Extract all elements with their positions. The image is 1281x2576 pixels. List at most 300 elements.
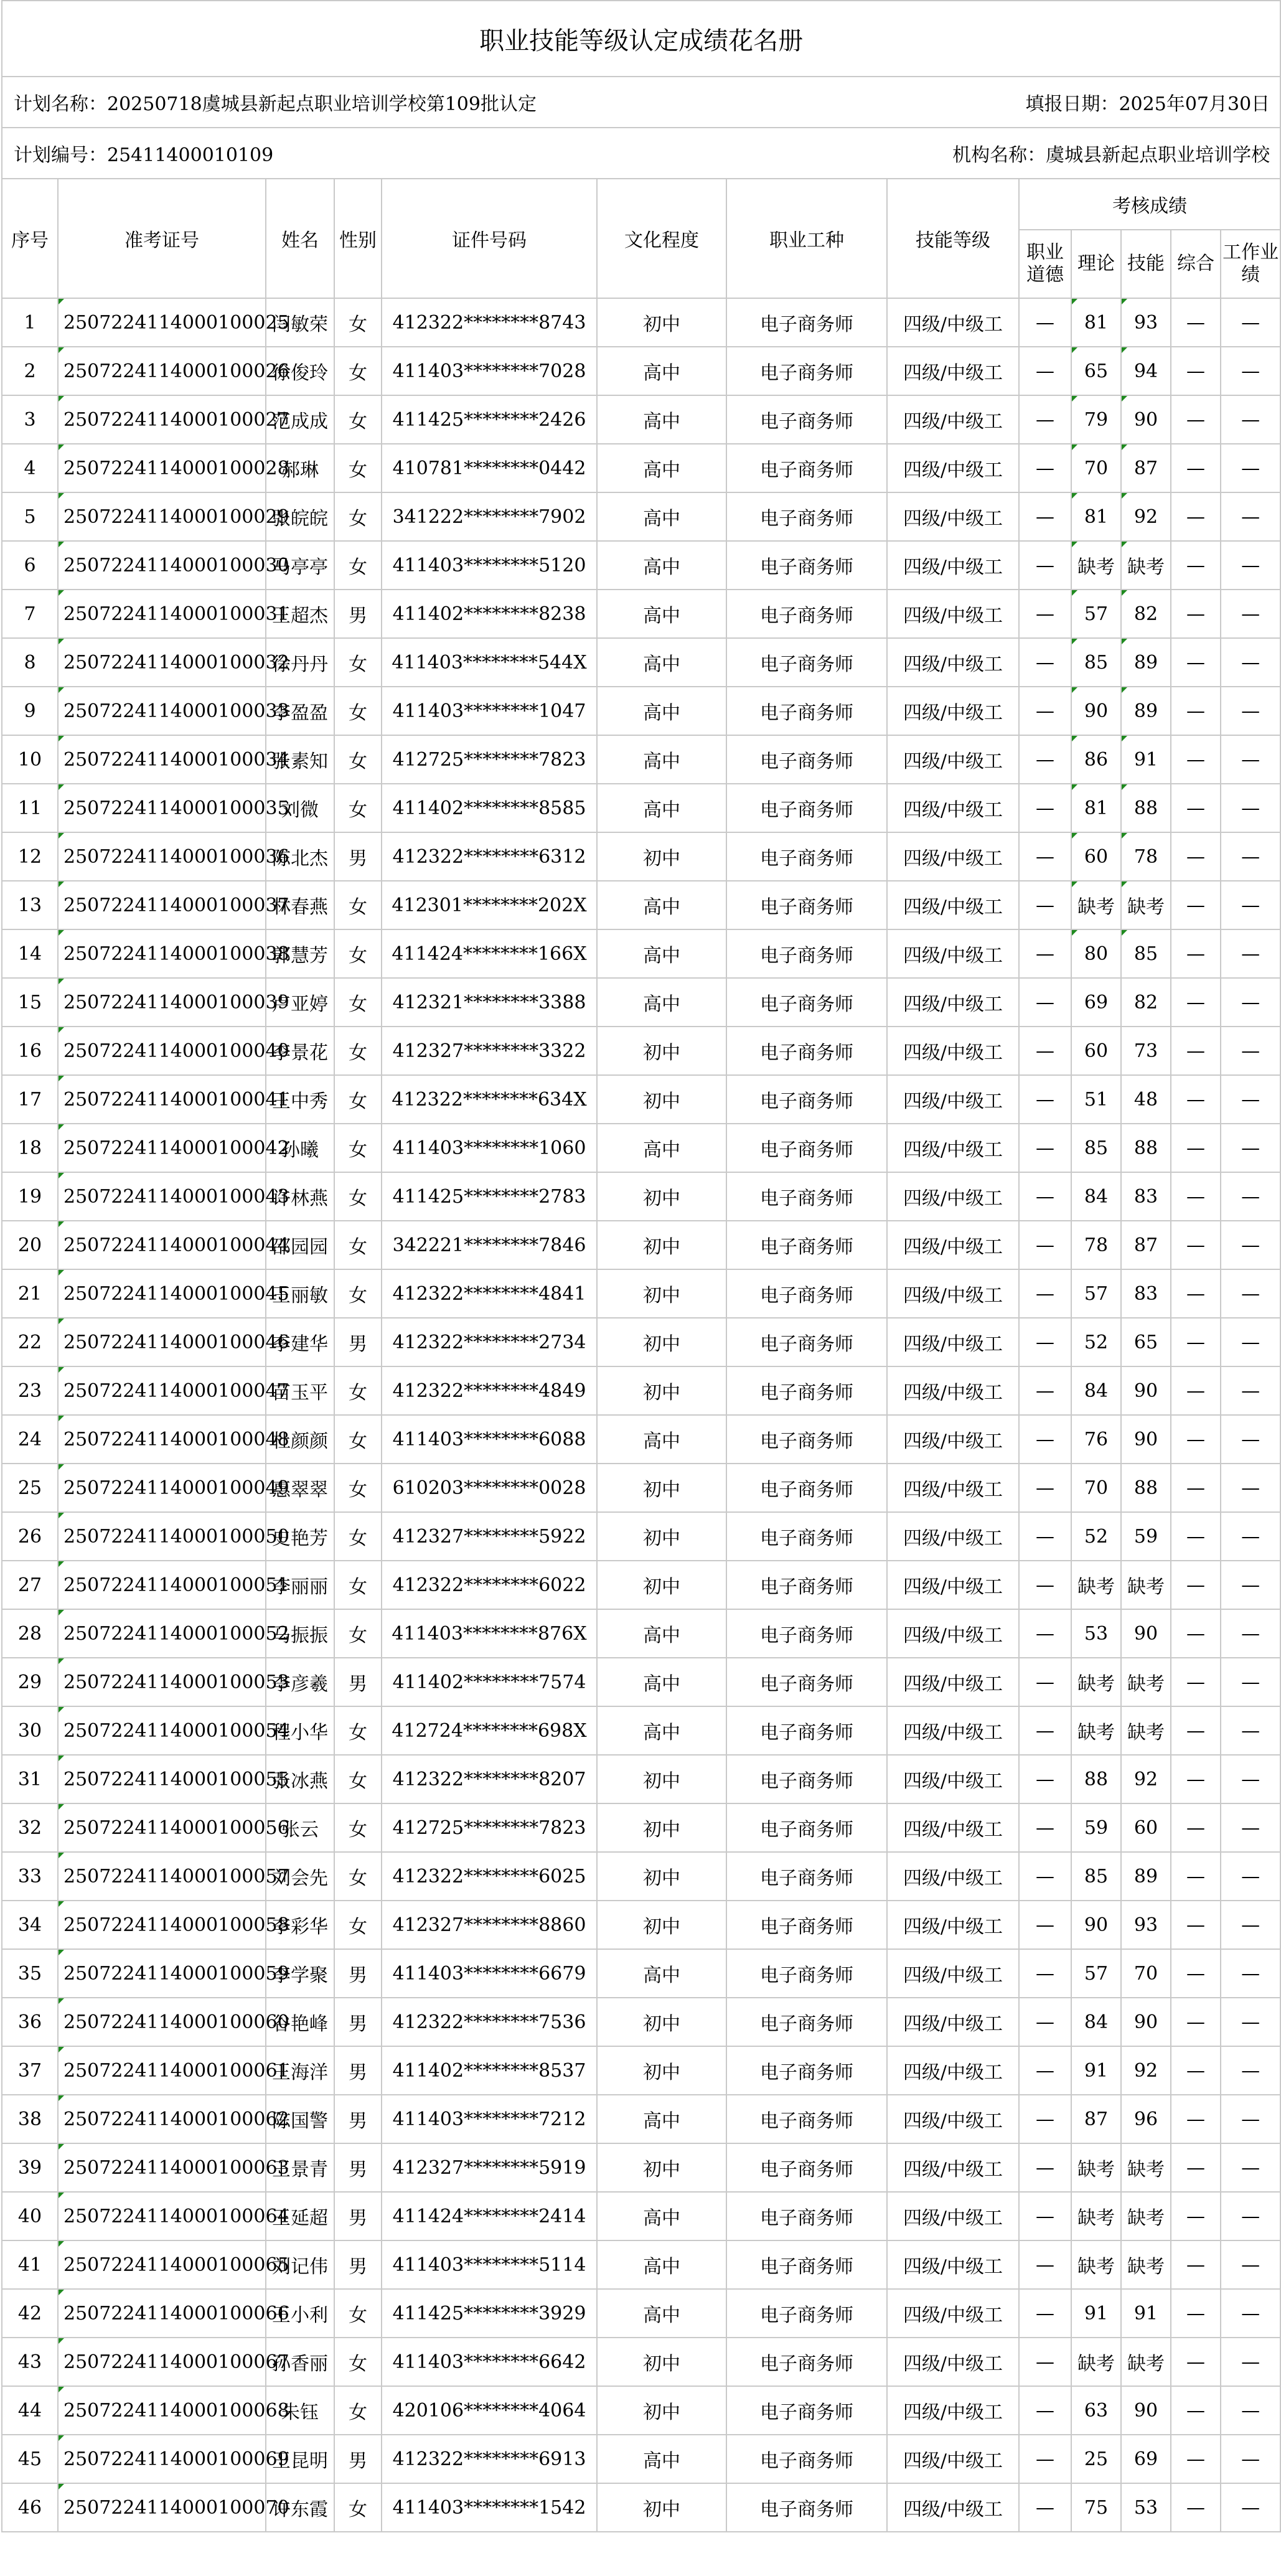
cell-gender: 男 <box>334 2435 382 2483</box>
cell-work-performance: — <box>1221 2143 1280 2192</box>
cell-gender: 女 <box>334 929 382 978</box>
table-row <box>2 978 1280 1027</box>
cell-skill-level: 四级/中级工 <box>887 881 1019 929</box>
cell-name: 刘记伟 <box>266 2240 334 2289</box>
cell-name: 徐俊玲 <box>266 347 334 395</box>
cell-ethics: — <box>1019 444 1071 492</box>
cell-comprehensive: — <box>1171 1269 1221 1318</box>
cell-education: 初中 <box>597 1755 726 1803</box>
cell-gender: 女 <box>334 1464 382 1512</box>
cell-name: 范成成 <box>266 395 334 444</box>
cell-exam-no: 2507224114000100036 <box>58 832 266 881</box>
table-row <box>2 541 1280 590</box>
cell-comprehensive: — <box>1171 2289 1221 2338</box>
cell-work-performance: — <box>1221 1949 1280 1998</box>
cell-id-no: 412322********6913 <box>382 2435 597 2483</box>
cell-skill-level: 四级/中级工 <box>887 1318 1019 1366</box>
cell-ethics: — <box>1019 2338 1071 2386</box>
cell-theory: 缺考 <box>1071 881 1121 929</box>
table-row <box>2 784 1280 832</box>
cell-id-no: 411402********8238 <box>382 590 597 638</box>
table-row <box>2 2046 1280 2095</box>
cell-gender: 女 <box>334 2483 382 2532</box>
cell-skill: 缺考 <box>1121 1706 1171 1755</box>
cell-occupation: 电子商务师 <box>726 1172 887 1221</box>
cell-exam-no: 2507224114000100046 <box>58 1318 266 1366</box>
cell-gender: 女 <box>334 1269 382 1318</box>
cell-education: 初中 <box>597 1075 726 1124</box>
cell-comprehensive: — <box>1171 735 1221 784</box>
cell-skill: 59 <box>1121 1512 1171 1561</box>
cell-ethics: — <box>1019 2143 1071 2192</box>
cell-work-performance: — <box>1221 1027 1280 1075</box>
cell-seq: 40 <box>2 2192 58 2240</box>
cell-work-performance: — <box>1221 2046 1280 2095</box>
cell-work-performance: — <box>1221 395 1280 444</box>
cell-theory: 90 <box>1071 1901 1121 1949</box>
cell-occupation: 电子商务师 <box>726 2095 887 2143</box>
cell-work-performance: — <box>1221 1318 1280 1366</box>
cell-occupation: 电子商务师 <box>726 638 887 687</box>
cell-education: 初中 <box>597 2386 726 2435</box>
cell-work-performance: — <box>1221 1366 1280 1415</box>
cell-seq: 4 <box>2 444 58 492</box>
cell-skill: 65 <box>1121 1318 1171 1366</box>
cell-skill-level: 四级/中级工 <box>887 784 1019 832</box>
cell-ethics: — <box>1019 1609 1071 1658</box>
cell-ethics: — <box>1019 1706 1071 1755</box>
cell-occupation: 电子商务师 <box>726 541 887 590</box>
cell-seq: 30 <box>2 1706 58 1755</box>
cell-theory: 缺考 <box>1071 2143 1121 2192</box>
cell-theory: 70 <box>1071 444 1121 492</box>
cell-skill: 91 <box>1121 2289 1171 2338</box>
cell-seq: 39 <box>2 2143 58 2192</box>
cell-skill-level: 四级/中级工 <box>887 2338 1019 2386</box>
cell-education: 高中 <box>597 2095 726 2143</box>
cell-skill: 90 <box>1121 1366 1171 1415</box>
cell-comprehensive: — <box>1171 1609 1221 1658</box>
cell-skill-level: 四级/中级工 <box>887 1803 1019 1852</box>
cell-education: 高中 <box>597 444 726 492</box>
cell-comprehensive: — <box>1171 1366 1221 1415</box>
cell-ethics: — <box>1019 978 1071 1027</box>
cell-id-no: 412322********2734 <box>382 1318 597 1366</box>
cell-theory: 80 <box>1071 929 1121 978</box>
cell-skill-level: 四级/中级工 <box>887 1998 1019 2046</box>
cell-name: 王丽敏 <box>266 1269 334 1318</box>
cell-education: 初中 <box>597 2046 726 2095</box>
cell-comprehensive: — <box>1171 2435 1221 2483</box>
cell-education: 初中 <box>597 1512 726 1561</box>
cell-name: 史艳芳 <box>266 1512 334 1561</box>
table-row <box>2 492 1280 541</box>
cell-gender: 男 <box>334 2240 382 2289</box>
cell-skill: 92 <box>1121 2046 1171 2095</box>
cell-education: 高中 <box>597 541 726 590</box>
cell-skill-level: 四级/中级工 <box>887 1366 1019 1415</box>
cell-skill: 87 <box>1121 444 1171 492</box>
cell-skill: 91 <box>1121 735 1171 784</box>
cell-education: 初中 <box>597 1464 726 1512</box>
cell-ethics: — <box>1019 1755 1071 1803</box>
cell-skill: 88 <box>1121 784 1171 832</box>
cell-gender: 女 <box>334 1901 382 1949</box>
cell-exam-no: 2507224114000100038 <box>58 929 266 978</box>
cell-id-no: 411403********6642 <box>382 2338 597 2386</box>
cell-work-performance: — <box>1221 929 1280 978</box>
cell-seq: 38 <box>2 2095 58 2143</box>
header-exam-no: 准考证号 <box>58 179 266 298</box>
cell-theory: 81 <box>1071 298 1121 347</box>
cell-seq: 20 <box>2 1221 58 1269</box>
cell-id-no: 410781********0442 <box>382 444 597 492</box>
cell-work-performance: — <box>1221 1269 1280 1318</box>
cell-theory: 85 <box>1071 1852 1121 1901</box>
header-work-performance: 工作业绩 <box>1221 230 1280 298</box>
cell-work-performance: — <box>1221 1561 1280 1609</box>
table-row <box>2 1998 1280 2046</box>
cell-name: 许东霞 <box>266 2483 334 2532</box>
cell-exam-no: 2507224114000100041 <box>58 1075 266 1124</box>
cell-education: 初中 <box>597 1803 726 1852</box>
cell-skill-level: 四级/中级工 <box>887 1512 1019 1561</box>
cell-name: 郭慧芳 <box>266 929 334 978</box>
cell-theory: 51 <box>1071 1075 1121 1124</box>
cell-name: 许林燕 <box>266 1172 334 1221</box>
cell-name: 闫敏荣 <box>266 298 334 347</box>
cell-gender: 女 <box>334 687 382 735</box>
cell-skill: 83 <box>1121 1269 1171 1318</box>
header-seq: 序号 <box>2 179 58 298</box>
cell-skill: 96 <box>1121 2095 1171 2143</box>
cell-ethics: — <box>1019 1318 1071 1366</box>
cell-exam-no: 2507224114000100040 <box>58 1027 266 1075</box>
cell-skill-level: 四级/中级工 <box>887 1124 1019 1172</box>
cell-gender: 男 <box>334 2095 382 2143</box>
table-row <box>2 1075 1280 1124</box>
table-row <box>2 2095 1280 2143</box>
cell-occupation: 电子商务师 <box>726 590 887 638</box>
cell-comprehensive: — <box>1171 1803 1221 1852</box>
cell-id-no: 412322********8743 <box>382 298 597 347</box>
cell-id-no: 412724********698X <box>382 1706 597 1755</box>
cell-exam-no: 2507224114000100053 <box>58 1658 266 1706</box>
cell-theory: 91 <box>1071 2289 1121 2338</box>
cell-name: 李彩华 <box>266 1901 334 1949</box>
cell-education: 初中 <box>597 2338 726 2386</box>
cell-gender: 女 <box>334 1415 382 1464</box>
cell-seq: 19 <box>2 1172 58 1221</box>
cell-name: 李丽丽 <box>266 1561 334 1609</box>
table-row <box>2 832 1280 881</box>
cell-ethics: — <box>1019 541 1071 590</box>
cell-ethics: — <box>1019 2095 1071 2143</box>
cell-exam-no: 2507224114000100054 <box>58 1706 266 1755</box>
fill-date: 填报日期：2025年07月30日 <box>887 77 1280 128</box>
table-row <box>2 735 1280 784</box>
cell-ethics: — <box>1019 2240 1071 2289</box>
table-row <box>2 1803 1280 1852</box>
cell-skill-level: 四级/中级工 <box>887 1658 1019 1706</box>
cell-seq: 7 <box>2 590 58 638</box>
cell-skill: 87 <box>1121 1221 1171 1269</box>
cell-ethics: — <box>1019 590 1071 638</box>
cell-occupation: 电子商务师 <box>726 2386 887 2435</box>
cell-work-performance: — <box>1221 590 1280 638</box>
header-name: 姓名 <box>266 179 334 298</box>
cell-ethics: — <box>1019 2192 1071 2240</box>
cell-skill: 缺考 <box>1121 1561 1171 1609</box>
cell-comprehensive: — <box>1171 2046 1221 2095</box>
cell-skill: 缺考 <box>1121 2338 1171 2386</box>
cell-comprehensive: — <box>1171 881 1221 929</box>
cell-ethics: — <box>1019 298 1071 347</box>
cell-occupation: 电子商务师 <box>726 881 887 929</box>
cell-work-performance: — <box>1221 2483 1280 2532</box>
cell-ethics: — <box>1019 1901 1071 1949</box>
cell-skill: 89 <box>1121 1852 1171 1901</box>
cell-skill-level: 四级/中级工 <box>887 395 1019 444</box>
cell-name: 马振振 <box>266 1609 334 1658</box>
cell-skill-level: 四级/中级工 <box>887 978 1019 1027</box>
cell-education: 高中 <box>597 395 726 444</box>
cell-skill: 82 <box>1121 590 1171 638</box>
cell-ethics: — <box>1019 832 1071 881</box>
cell-comprehensive: — <box>1171 1658 1221 1706</box>
cell-gender: 女 <box>334 1803 382 1852</box>
cell-skill: 53 <box>1121 2483 1171 2532</box>
cell-seq: 29 <box>2 1658 58 1706</box>
cell-id-no: 412322********634X <box>382 1075 597 1124</box>
cell-ethics: — <box>1019 1075 1071 1124</box>
cell-id-no: 411425********3929 <box>382 2289 597 2338</box>
cell-id-no: 411403********1047 <box>382 687 597 735</box>
cell-seq: 8 <box>2 638 58 687</box>
cell-seq: 37 <box>2 2046 58 2095</box>
cell-seq: 32 <box>2 1803 58 1852</box>
cell-occupation: 电子商务师 <box>726 1561 887 1609</box>
cell-skill: 缺考 <box>1121 1658 1171 1706</box>
cell-id-no: 411403********6679 <box>382 1949 597 1998</box>
cell-exam-no: 2507224114000100043 <box>58 1172 266 1221</box>
cell-skill: 48 <box>1121 1075 1171 1124</box>
table-row <box>2 1172 1280 1221</box>
table-row <box>2 687 1280 735</box>
cell-gender: 男 <box>334 590 382 638</box>
table-row <box>2 1318 1280 1366</box>
cell-gender: 女 <box>334 492 382 541</box>
cell-comprehensive: — <box>1171 1512 1221 1561</box>
cell-seq: 46 <box>2 2483 58 2532</box>
cell-occupation: 电子商务师 <box>726 2435 887 2483</box>
cell-exam-no: 2507224114000100027 <box>58 395 266 444</box>
cell-theory: 90 <box>1071 687 1121 735</box>
cell-theory: 75 <box>1071 2483 1121 2532</box>
cell-work-performance: — <box>1221 541 1280 590</box>
table-row <box>2 2240 1280 2289</box>
cell-work-performance: — <box>1221 1464 1280 1512</box>
cell-skill: 88 <box>1121 1124 1171 1172</box>
cell-exam-no: 2507224114000100044 <box>58 1221 266 1269</box>
cell-exam-no: 2507224114000100058 <box>58 1901 266 1949</box>
cell-ethics: — <box>1019 2289 1071 2338</box>
cell-occupation: 电子商务师 <box>726 1755 887 1803</box>
cell-id-no: 412725********7823 <box>382 735 597 784</box>
cell-comprehensive: — <box>1171 1318 1221 1366</box>
cell-occupation: 电子商务师 <box>726 978 887 1027</box>
cell-ethics: — <box>1019 395 1071 444</box>
cell-name: 陈国警 <box>266 2095 334 2143</box>
table-row <box>2 347 1280 395</box>
cell-skill-level: 四级/中级工 <box>887 298 1019 347</box>
cell-seq: 18 <box>2 1124 58 1172</box>
cell-skill: 90 <box>1121 395 1171 444</box>
cell-comprehensive: — <box>1171 1998 1221 2046</box>
cell-skill: 缺考 <box>1121 2240 1171 2289</box>
cell-ethics: — <box>1019 1415 1071 1464</box>
cell-education: 高中 <box>597 492 726 541</box>
table-row <box>2 1949 1280 1998</box>
cell-gender: 女 <box>334 1221 382 1269</box>
cell-seq: 44 <box>2 2386 58 2435</box>
cell-occupation: 电子商务师 <box>726 1415 887 1464</box>
table-row <box>2 1901 1280 1949</box>
cell-gender: 男 <box>334 832 382 881</box>
table-row <box>2 1658 1280 1706</box>
cell-seq: 13 <box>2 881 58 929</box>
cell-name: 邵园园 <box>266 1221 334 1269</box>
cell-seq: 26 <box>2 1512 58 1561</box>
cell-comprehensive: — <box>1171 2143 1221 2192</box>
cell-comprehensive: — <box>1171 1755 1221 1803</box>
cell-gender: 女 <box>334 1706 382 1755</box>
cell-occupation: 电子商务师 <box>726 1609 887 1658</box>
cell-occupation: 电子商务师 <box>726 1221 887 1269</box>
cell-occupation: 电子商务师 <box>726 1269 887 1318</box>
cell-occupation: 电子商务师 <box>726 2046 887 2095</box>
cell-id-no: 411402********8585 <box>382 784 597 832</box>
score-roster-table <box>1 0 1281 2532</box>
cell-name: 李景花 <box>266 1027 334 1075</box>
cell-gender: 男 <box>334 2143 382 2192</box>
cell-gender: 女 <box>334 1561 382 1609</box>
cell-occupation: 电子商务师 <box>726 2483 887 2532</box>
cell-id-no: 412322********4841 <box>382 1269 597 1318</box>
cell-gender: 女 <box>334 347 382 395</box>
cell-exam-no: 2507224114000100057 <box>58 1852 266 1901</box>
cell-skill-level: 四级/中级工 <box>887 2483 1019 2532</box>
cell-name: 张冰燕 <box>266 1755 334 1803</box>
table-row <box>2 1852 1280 1901</box>
cell-exam-no: 2507224114000100039 <box>58 978 266 1027</box>
cell-ethics: — <box>1019 1221 1071 1269</box>
cell-theory: 缺考 <box>1071 1658 1121 1706</box>
cell-seq: 12 <box>2 832 58 881</box>
cell-ethics: — <box>1019 1464 1071 1512</box>
table-row <box>2 1561 1280 1609</box>
cell-work-performance: — <box>1221 978 1280 1027</box>
cell-skill-level: 四级/中级工 <box>887 1464 1019 1512</box>
cell-occupation: 电子商务师 <box>726 1512 887 1561</box>
cell-seq: 16 <box>2 1027 58 1075</box>
cell-ethics: — <box>1019 1852 1071 1901</box>
cell-occupation: 电子商务师 <box>726 2240 887 2289</box>
cell-theory: 25 <box>1071 2435 1121 2483</box>
table-row <box>2 2143 1280 2192</box>
cell-education: 初中 <box>597 1561 726 1609</box>
cell-education: 高中 <box>597 784 726 832</box>
cell-id-no: 412327********3322 <box>382 1027 597 1075</box>
cell-exam-no: 2507224114000100032 <box>58 638 266 687</box>
cell-seq: 35 <box>2 1949 58 1998</box>
cell-theory: 84 <box>1071 1366 1121 1415</box>
cell-gender: 女 <box>334 638 382 687</box>
cell-ethics: — <box>1019 1658 1071 1706</box>
cell-work-performance: — <box>1221 2386 1280 2435</box>
cell-theory: 84 <box>1071 1998 1121 2046</box>
cell-work-performance: — <box>1221 687 1280 735</box>
cell-exam-no: 2507224114000100042 <box>58 1124 266 1172</box>
cell-work-performance: — <box>1221 1075 1280 1124</box>
table-row <box>2 929 1280 978</box>
cell-skill-level: 四级/中级工 <box>887 2435 1019 2483</box>
header-scores: 考核成绩 <box>1019 179 1280 230</box>
table-row <box>2 881 1280 929</box>
cell-seq: 3 <box>2 395 58 444</box>
cell-comprehensive: — <box>1171 978 1221 1027</box>
cell-id-no: 342221********7846 <box>382 1221 597 1269</box>
cell-skill-level: 四级/中级工 <box>887 1269 1019 1318</box>
cell-education: 初中 <box>597 1172 726 1221</box>
cell-ethics: — <box>1019 784 1071 832</box>
cell-comprehensive: — <box>1171 492 1221 541</box>
cell-name: 孙香丽 <box>266 2338 334 2386</box>
cell-id-no: 412322********4849 <box>382 1366 597 1415</box>
cell-gender: 女 <box>334 735 382 784</box>
cell-exam-no: 2507224114000100034 <box>58 735 266 784</box>
cell-skill: 90 <box>1121 1415 1171 1464</box>
cell-seq: 5 <box>2 492 58 541</box>
table-row <box>2 444 1280 492</box>
cell-skill-level: 四级/中级工 <box>887 347 1019 395</box>
cell-education: 高中 <box>597 2289 726 2338</box>
cell-education: 高中 <box>597 347 726 395</box>
cell-comprehensive: — <box>1171 2240 1221 2289</box>
cell-name: 王景青 <box>266 2143 334 2192</box>
cell-skill: 缺考 <box>1121 881 1171 929</box>
cell-theory: 87 <box>1071 2095 1121 2143</box>
cell-gender: 女 <box>334 881 382 929</box>
cell-occupation: 电子商务师 <box>726 1949 887 1998</box>
cell-skill-level: 四级/中级工 <box>887 1027 1019 1075</box>
cell-skill-level: 四级/中级工 <box>887 1172 1019 1221</box>
cell-comprehensive: — <box>1171 784 1221 832</box>
cell-id-no: 411403********7028 <box>382 347 597 395</box>
cell-exam-no: 2507224114000100064 <box>58 2192 266 2240</box>
cell-work-performance: — <box>1221 1221 1280 1269</box>
cell-ethics: — <box>1019 1366 1071 1415</box>
cell-skill-level: 四级/中级工 <box>887 735 1019 784</box>
cell-comprehensive: — <box>1171 929 1221 978</box>
cell-education: 初中 <box>597 1318 726 1366</box>
cell-id-no: 412327********5919 <box>382 2143 597 2192</box>
cell-comprehensive: — <box>1171 832 1221 881</box>
cell-name: 王海洋 <box>266 2046 334 2095</box>
cell-theory: 57 <box>1071 1949 1121 1998</box>
cell-id-no: 411424********166X <box>382 929 597 978</box>
cell-name: 朱钰 <box>266 2386 334 2435</box>
